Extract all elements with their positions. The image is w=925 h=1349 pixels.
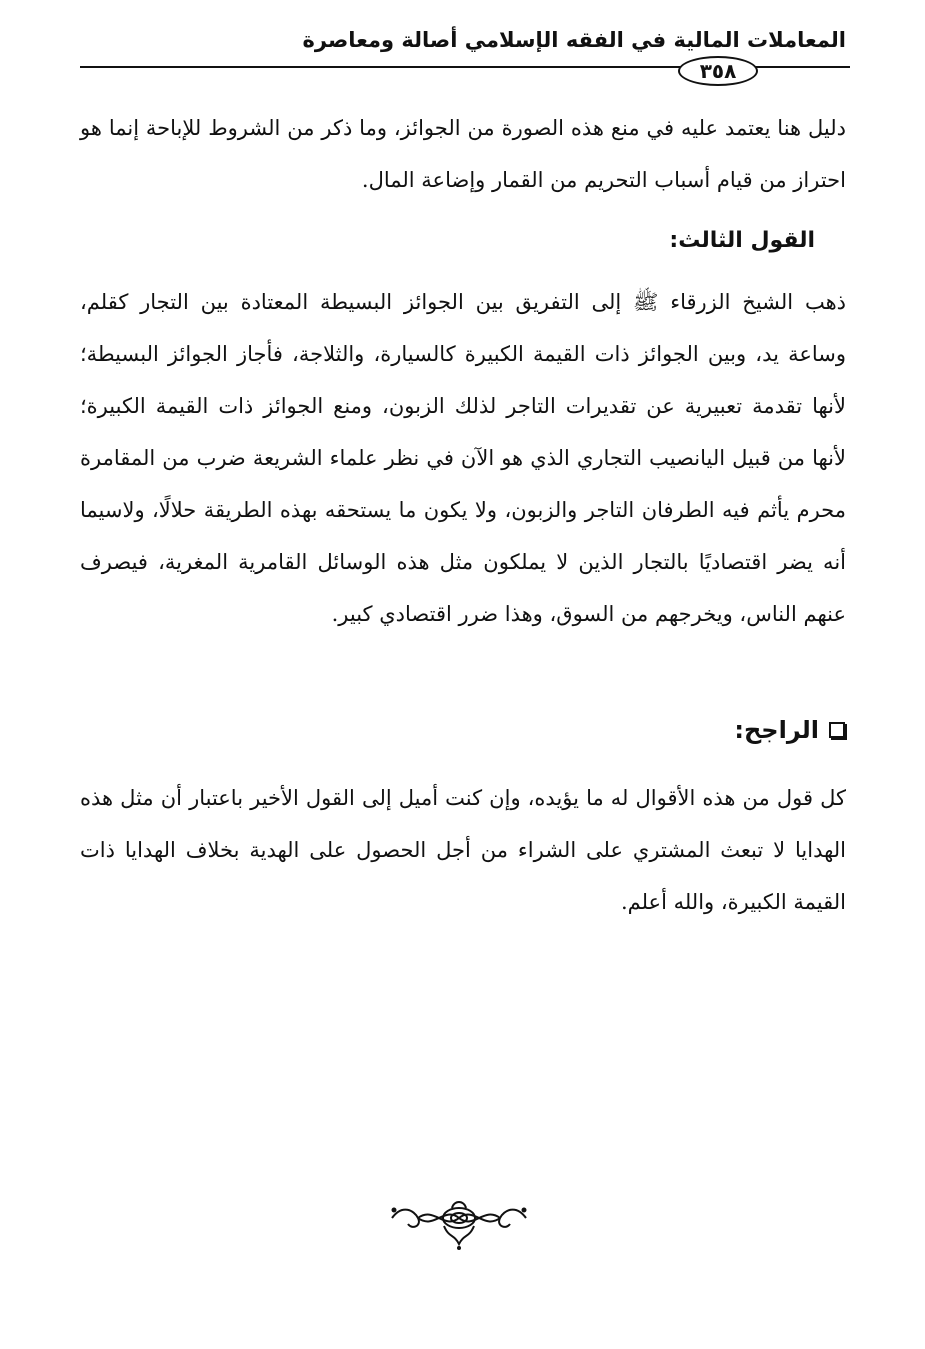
paragraph-preferred	[80, 772, 846, 928]
paragraph-1: دليل هنا يعتمد عليه في منع هذه الصورة من الجوائز، وما ذكر من الشروط للإباحة إنما هو احتراز من قيام أسباب التحريم من القمار وإضاعة المال.	[80, 116, 846, 192]
page-number: ٣٥٨	[678, 56, 758, 86]
section-heading-third-opinion: القول الثالث:	[669, 228, 815, 253]
floral-ornament-icon	[384, 1196, 534, 1252]
preferred-heading-label: الراجح:	[734, 716, 819, 744]
paragraph-3: كل قول من هذه الأقوال له ما يؤيده، وإن كنت أميل إلى القول الأخير باعتبار أن مثل هذه الهدايا لا تبعث المشتري على الشراء من أجل الحصول على الهدية بخلاف الهدايا ذات القيمة الكبيرة، والله أعلم.	[80, 786, 846, 914]
section-heading-preferred	[734, 716, 845, 744]
paragraph-third-opinion	[80, 276, 846, 640]
checkbox-square-icon	[829, 722, 845, 738]
paragraph-2: ذهب الشيخ الزرقاء ﷺ إلى التفريق بين الجوائز البسيطة المعتادة بين التجار كقلم، وساعة يد، وبين الجوائز ذات القيمة الكبيرة كالسيارة، والثلاجة، فأجاز الجوائز البسيطة؛ لأنها تقدمة تعبيرية عن تقديرات التاجر لذلك الزبون، ومنع الجوائز ذات القيمة الكبيرة؛ لأنها من قبيل اليانصيب التجاري الذي هو الآن في نظر علماء الشريعة ضرب من المقامرة محرم يأثم فيه الطرفان التاجر والزبون، ولا يكون ما يستحقه بهذه الطريقة حلالًا، ولاسيما أنه يضر اقتصاديًا بالتجار الذين لا يملكون مثل هذه الوسائل القامرية المغرية، فيصرف عنهم الناس، ويخرجهم من السوق، وهذا ضرر اقتصادي كبير.	[80, 290, 846, 626]
paragraph-continuation	[80, 102, 846, 206]
running-header-title: المعاملات المالية في الفقه الإسلامي أصالة ومعاصرة	[302, 28, 846, 52]
